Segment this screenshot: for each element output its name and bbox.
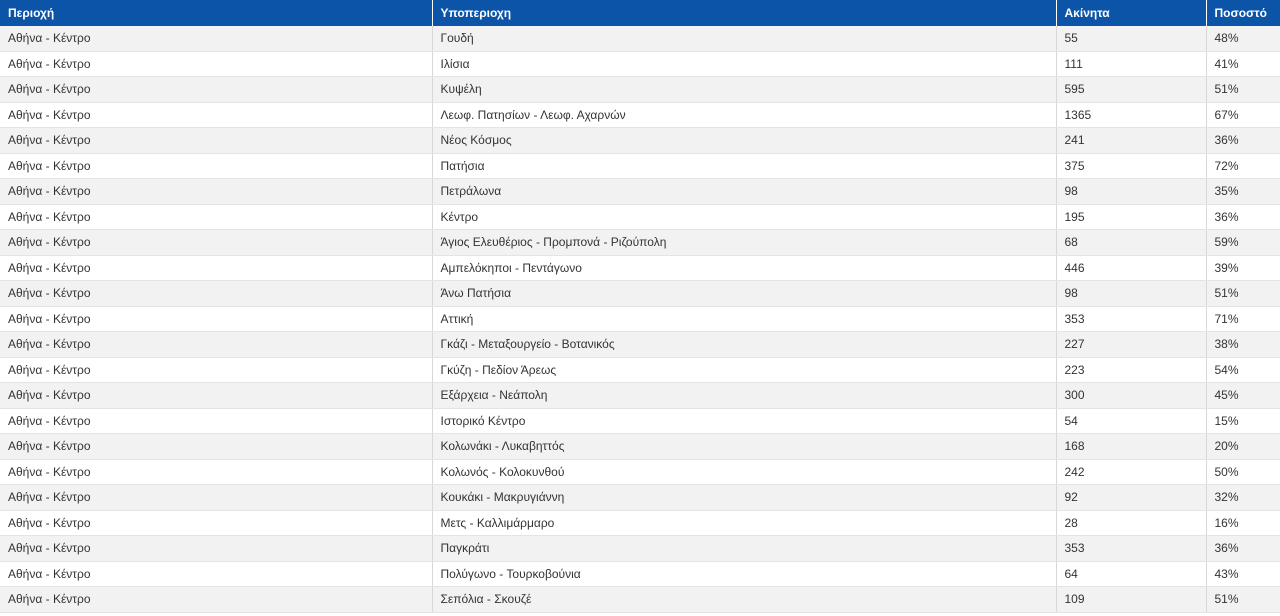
percentage-cell: 51% (1206, 281, 1280, 307)
table-row (0, 485, 1280, 511)
percentage-cell: 50% (1206, 459, 1280, 485)
percentage-cell: 43% (1206, 561, 1280, 587)
properties-count-cell: 64 (1056, 561, 1206, 587)
subarea-cell: Ιλίσια (432, 51, 1056, 77)
properties-count-cell: 595 (1056, 77, 1206, 103)
area-cell: Αθήνα - Κέντρο (0, 485, 432, 511)
table-row (0, 230, 1280, 256)
table-row (0, 179, 1280, 205)
percentage-cell: 20% (1206, 434, 1280, 460)
area-cell: Αθήνα - Κέντρο (0, 179, 432, 205)
column-header-percentage[interactable]: Ποσοστό (1206, 0, 1280, 26)
column-header-properties[interactable]: Ακίνητα (1056, 0, 1206, 26)
properties-count-cell: 353 (1056, 306, 1206, 332)
percentage-cell: 48% (1206, 26, 1280, 51)
header-row (0, 0, 1280, 26)
table-row (0, 204, 1280, 230)
properties-count-cell: 241 (1056, 128, 1206, 154)
area-cell: Αθήνα - Κέντρο (0, 408, 432, 434)
percentage-cell: 39% (1206, 255, 1280, 281)
properties-count-cell: 446 (1056, 255, 1206, 281)
properties-count-cell: 111 (1056, 51, 1206, 77)
table-row (0, 434, 1280, 460)
percentage-cell: 36% (1206, 128, 1280, 154)
area-cell: Αθήνα - Κέντρο (0, 255, 432, 281)
area-cell: Αθήνα - Κέντρο (0, 587, 432, 613)
table-row (0, 510, 1280, 536)
area-cell: Αθήνα - Κέντρο (0, 306, 432, 332)
area-cell: Αθήνα - Κέντρο (0, 204, 432, 230)
table-row (0, 51, 1280, 77)
area-cell: Αθήνα - Κέντρο (0, 102, 432, 128)
subarea-cell: Λεωφ. Πατησίων - Λεωφ. Αχαρνών (432, 102, 1056, 128)
subarea-cell: Ιστορικό Κέντρο (432, 408, 1056, 434)
properties-count-cell: 227 (1056, 332, 1206, 358)
table-header (0, 0, 1280, 26)
subarea-cell: Γκάζι - Μεταξουργείο - Βοτανικός (432, 332, 1056, 358)
area-cell: Αθήνα - Κέντρο (0, 561, 432, 587)
area-cell: Αθήνα - Κέντρο (0, 332, 432, 358)
area-cell: Αθήνα - Κέντρο (0, 230, 432, 256)
subarea-cell: Άγιος Ελευθέριος - Προμπονά - Ριζούπολη (432, 230, 1056, 256)
percentage-cell: 51% (1206, 587, 1280, 613)
area-cell: Αθήνα - Κέντρο (0, 128, 432, 154)
percentage-cell: 36% (1206, 536, 1280, 562)
subarea-cell: Παγκράτι (432, 536, 1056, 562)
table-row (0, 281, 1280, 307)
properties-count-cell: 98 (1056, 281, 1206, 307)
subarea-cell: Κουκάκι - Μακρυγιάννη (432, 485, 1056, 511)
area-cell: Αθήνα - Κέντρο (0, 357, 432, 383)
table-row (0, 77, 1280, 103)
percentage-cell: 72% (1206, 153, 1280, 179)
table-row (0, 536, 1280, 562)
column-header-area[interactable]: Περιοχή (0, 0, 432, 26)
subarea-cell: Πετράλωνα (432, 179, 1056, 205)
table-row (0, 102, 1280, 128)
percentage-cell: 35% (1206, 179, 1280, 205)
properties-count-cell: 195 (1056, 204, 1206, 230)
properties-count-cell: 55 (1056, 26, 1206, 51)
table-row (0, 26, 1280, 51)
area-cell: Αθήνα - Κέντρο (0, 77, 432, 103)
subarea-cell: Σεπόλια - Σκουζέ (432, 587, 1056, 613)
area-cell: Αθήνα - Κέντρο (0, 281, 432, 307)
area-cell: Αθήνα - Κέντρο (0, 51, 432, 77)
subarea-cell: Πατήσια (432, 153, 1056, 179)
subarea-cell: Γουδή (432, 26, 1056, 51)
properties-count-cell: 375 (1056, 153, 1206, 179)
table-row (0, 255, 1280, 281)
subarea-cell: Εξάρχεια - Νεάπολη (432, 383, 1056, 409)
area-cell: Αθήνα - Κέντρο (0, 383, 432, 409)
subarea-cell: Αττική (432, 306, 1056, 332)
subarea-cell: Κέντρο (432, 204, 1056, 230)
properties-count-cell: 300 (1056, 383, 1206, 409)
area-cell: Αθήνα - Κέντρο (0, 26, 432, 51)
percentage-cell: 15% (1206, 408, 1280, 434)
properties-count-cell: 1365 (1056, 102, 1206, 128)
percentage-cell: 59% (1206, 230, 1280, 256)
subarea-cell: Κολωνός - Κολοκυνθού (432, 459, 1056, 485)
properties-count-cell: 98 (1056, 179, 1206, 205)
percentage-cell: 51% (1206, 77, 1280, 103)
table-row (0, 153, 1280, 179)
properties-count-cell: 109 (1056, 587, 1206, 613)
properties-count-cell: 353 (1056, 536, 1206, 562)
percentage-cell: 45% (1206, 383, 1280, 409)
table-row (0, 383, 1280, 409)
table-row (0, 306, 1280, 332)
subarea-cell: Κυψέλη (432, 77, 1056, 103)
table-row (0, 332, 1280, 358)
properties-count-cell: 223 (1056, 357, 1206, 383)
area-cell: Αθήνα - Κέντρο (0, 153, 432, 179)
percentage-cell: 67% (1206, 102, 1280, 128)
table-row (0, 459, 1280, 485)
properties-count-cell: 242 (1056, 459, 1206, 485)
percentage-cell: 38% (1206, 332, 1280, 358)
table-row (0, 357, 1280, 383)
properties-count-cell: 168 (1056, 434, 1206, 460)
table-body (0, 26, 1280, 612)
area-cell: Αθήνα - Κέντρο (0, 459, 432, 485)
subarea-cell: Άνω Πατήσια (432, 281, 1056, 307)
properties-count-cell: 68 (1056, 230, 1206, 256)
percentage-cell: 71% (1206, 306, 1280, 332)
percentage-cell: 36% (1206, 204, 1280, 230)
subarea-cell: Μετς - Καλλιμάρμαρο (432, 510, 1056, 536)
subarea-cell: Κολωνάκι - Λυκαβηττός (432, 434, 1056, 460)
column-header-subarea[interactable]: Υποπεριοχη (432, 0, 1056, 26)
properties-count-cell: 92 (1056, 485, 1206, 511)
table-row (0, 587, 1280, 613)
percentage-cell: 32% (1206, 485, 1280, 511)
properties-count-cell: 28 (1056, 510, 1206, 536)
percentage-cell: 41% (1206, 51, 1280, 77)
table-row (0, 128, 1280, 154)
area-cell: Αθήνα - Κέντρο (0, 536, 432, 562)
subarea-cell: Νέος Κόσμος (432, 128, 1056, 154)
area-cell: Αθήνα - Κέντρο (0, 510, 432, 536)
table-row (0, 408, 1280, 434)
percentage-cell: 54% (1206, 357, 1280, 383)
table-row (0, 561, 1280, 587)
subarea-cell: Γκύζη - Πεδίον Άρεως (432, 357, 1056, 383)
percentage-cell: 16% (1206, 510, 1280, 536)
subarea-cell: Πολύγωνο - Τουρκοβούνια (432, 561, 1056, 587)
area-cell: Αθήνα - Κέντρο (0, 434, 432, 460)
subarea-cell: Αμπελόκηποι - Πεντάγωνο (432, 255, 1056, 281)
properties-count-cell: 54 (1056, 408, 1206, 434)
